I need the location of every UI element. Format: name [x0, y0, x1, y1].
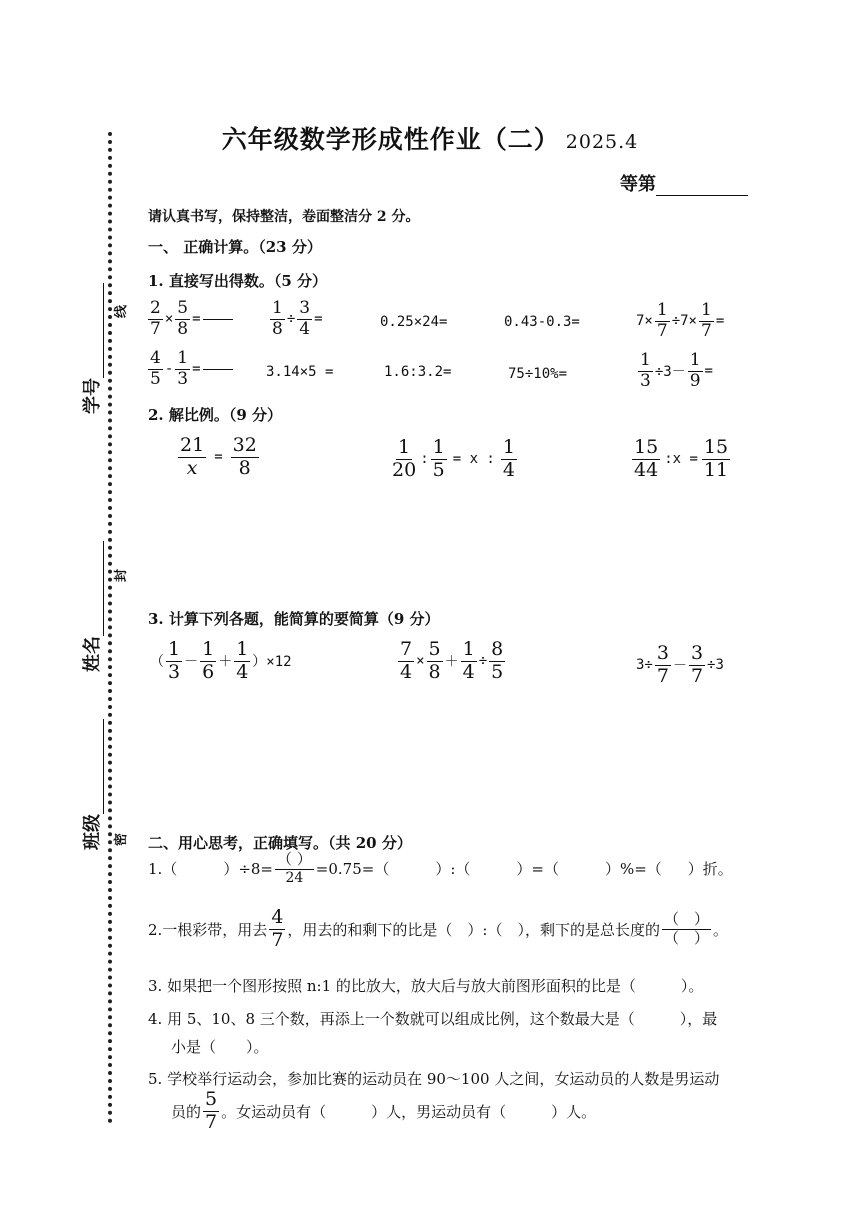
- q1-r1-c: 0.25×24=: [380, 314, 448, 330]
- s2-q5-line1: 5. 学校举行运动会，参加比赛的运动员在 90～100 人之间，女运动员的人数是男运动: [148, 1070, 720, 1088]
- s2-q4-line2: 小是（ ）。: [171, 1038, 269, 1056]
- title-text: 六年级数学形成性作业（二）: [221, 125, 560, 154]
- s2-q3: 3. 如果把一个图形按照 n:1 的比放大，放大后与放大前图形面积的比是（ ）。: [148, 977, 704, 995]
- grade-field[interactable]: [620, 170, 748, 196]
- class-label: 班级: [82, 814, 103, 850]
- section2-title: 二、用心思考，正确填写。（共 20 分）: [148, 834, 412, 852]
- q1-r2-e: $\frac{1}{3}$ ÷3－ $\frac{1}{9}$ =: [640, 350, 713, 391]
- instruction: 请认真书写，保持整洁，卷面整洁分 2 分。: [148, 209, 420, 225]
- title-date: 2025.4: [565, 131, 639, 153]
- section1-title: 一、 正确计算。（23 分）: [148, 238, 322, 256]
- s2-q1: 1.（ ）÷8= $\frac{( )}{24}$ =0.75=（ ）:（ ）=（ ）%=（ ）折。: [148, 850, 733, 886]
- binding-mark-seal: 封: [114, 568, 129, 582]
- s2-q5-line2: 员的 $\frac{5}{7}$ 。女运动员有（ ）人，男运动员有（ ）人。: [171, 1088, 597, 1133]
- class-field[interactable]: [78, 719, 104, 850]
- name-blank[interactable]: [103, 541, 104, 636]
- q1-r1-b: $\frac{1}{8}$ ÷ $\frac{3}{4}$ =: [272, 298, 323, 339]
- q1-r2-a: $\frac{4}{5}$ - $\frac{1}{3}$ =: [146, 350, 233, 389]
- q2-b: $\frac{1}{20}$ : $\frac{1}{5}$ = x : $\frac{1}{4}$: [392, 436, 515, 481]
- q3-a: （ $\frac{1}{3}$ － $\frac{1}{6}$ ＋ $\frac{1}{4}$ ）×12: [150, 638, 292, 683]
- q2-title: 2. 解比例。（9 分）: [148, 406, 283, 424]
- binding-dotted-line: [108, 132, 112, 1124]
- binding-mark-line: 线: [114, 304, 129, 318]
- q3-c: 3÷ $\frac{3}{7}$ － $\frac{3}{7}$ ÷3: [636, 642, 724, 687]
- grade-label: 等第: [620, 174, 656, 195]
- q1-r1-e: 7× $\frac{1}{7}$ ÷7× $\frac{1}{7}$ =: [636, 300, 725, 341]
- q2-a: $\frac{21}{x}$ = $\frac{32}{8}$: [180, 434, 257, 479]
- q3-b: $\frac{7}{4}$ × $\frac{5}{8}$ ＋ $\frac{1}{4}$ ÷ $\frac{8}{5}$: [400, 638, 504, 683]
- q1-r2-d: 75÷10%=: [508, 366, 568, 382]
- q2-c: $\frac{15}{44}$ :x = $\frac{15}{11}$: [634, 436, 729, 481]
- binding-mark-close: 密: [114, 832, 129, 846]
- student-no-field[interactable]: [78, 283, 104, 414]
- q1-r1-d: 0.43-0.3=: [504, 314, 580, 330]
- s2-q4-line1: 4. 用 5、10、8 三个数，再添上一个数就可以组成比例，这个数最大是（ ），最: [148, 1010, 718, 1028]
- student-no-label: 学号: [82, 378, 103, 414]
- s2-q2: 2.一根彩带，用去 $\frac{4}{7}$ ，用去的和剩下的比是（ ）:（ ），剩下的是总长度的 $\frac{( )}{( )}$ 。: [148, 906, 728, 951]
- page-title: [0, 120, 860, 156]
- student-no-blank[interactable]: [103, 283, 104, 378]
- q1-r2-b: 3.14×5 =: [266, 364, 334, 380]
- name-field[interactable]: [78, 541, 104, 672]
- q1-title: 1. 直接写出得数。（5 分）: [148, 272, 328, 290]
- q1-r1-a: $\frac{2}{7}$ × $\frac{5}{8}$ =: [146, 300, 233, 339]
- name-label: 姓名: [82, 636, 103, 672]
- grade-blank[interactable]: [656, 195, 748, 196]
- q1-r2-c: 1.6:3.2=: [384, 364, 452, 380]
- q3-title: 3. 计算下列各题，能简算的要简算（9 分）: [148, 610, 440, 628]
- class-blank[interactable]: [103, 719, 104, 814]
